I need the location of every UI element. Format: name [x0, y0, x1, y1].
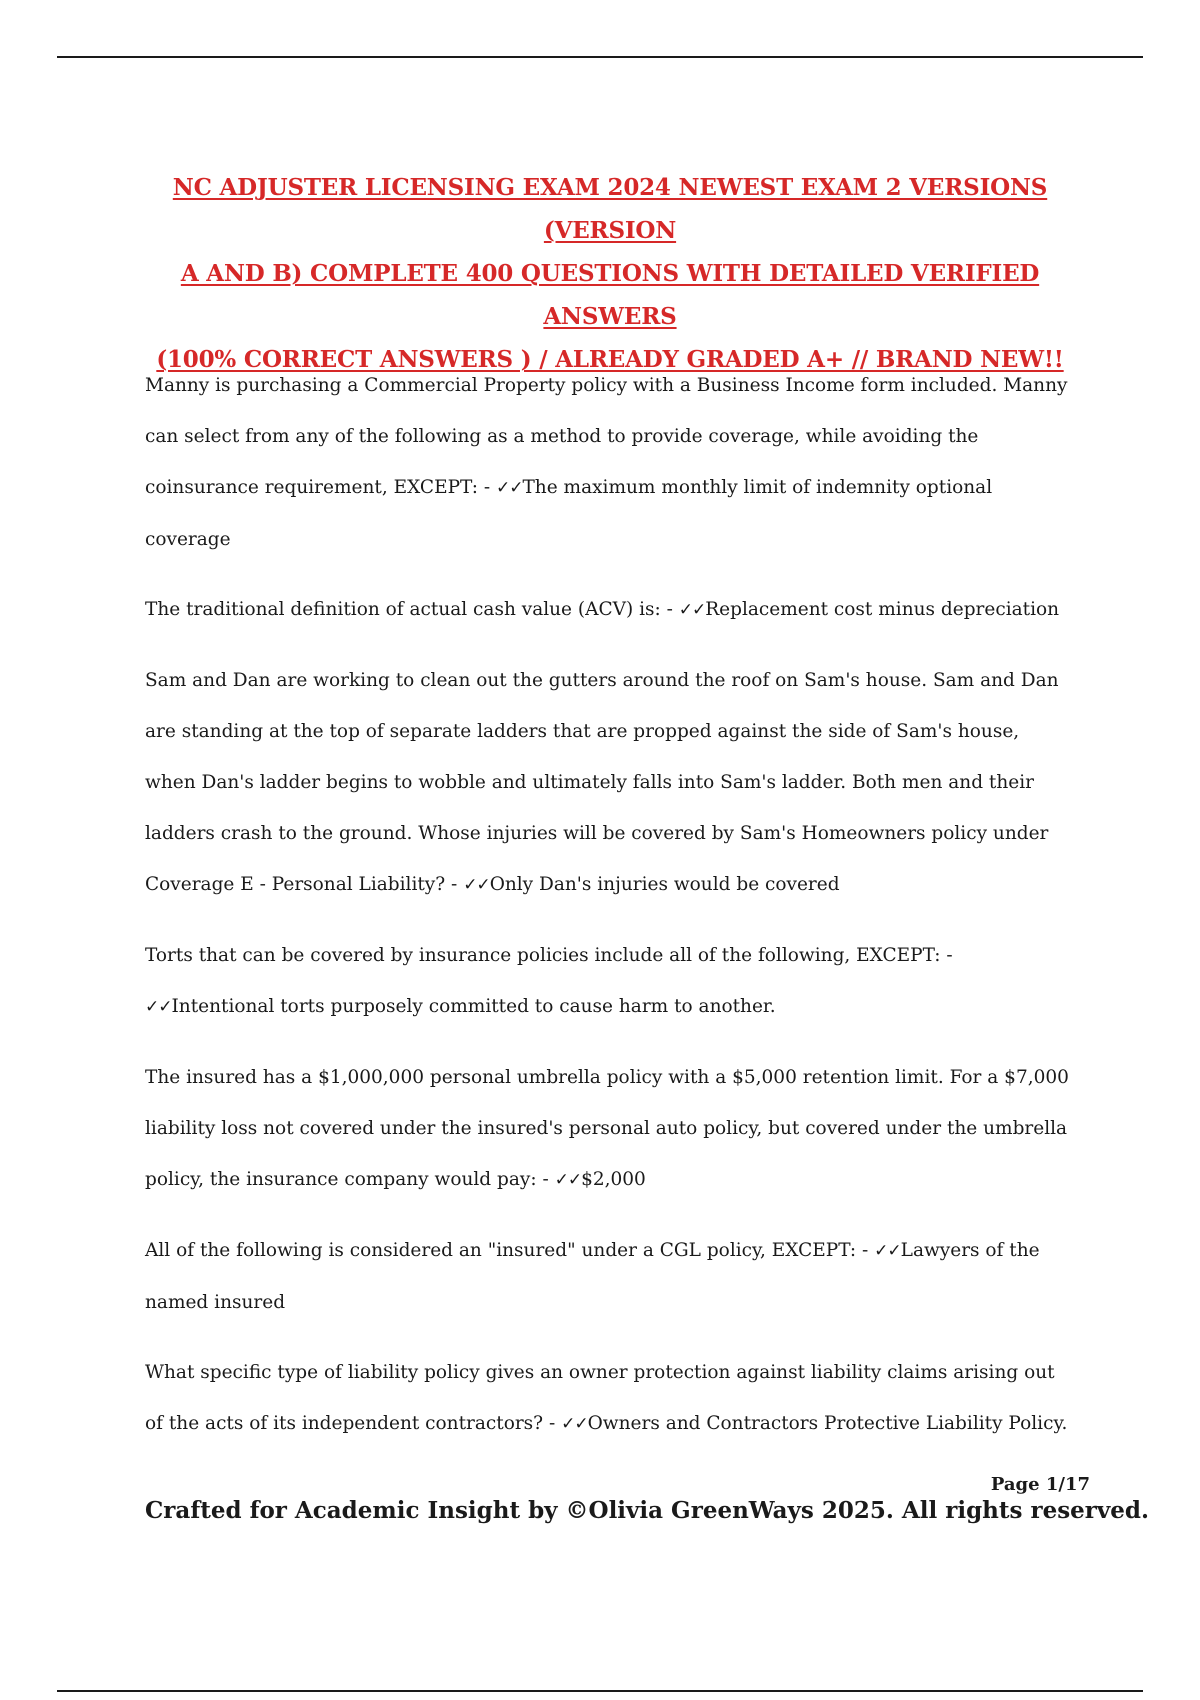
qa-item: [145, 930, 1075, 1033]
title-line-2: A AND B) COMPLETE 400 QUESTIONS WITH DETAILED VERIFIED ANSWERS: [180, 260, 1040, 330]
qa-item: [145, 1225, 1075, 1328]
qa-item: [145, 1052, 1075, 1206]
question-text: Manny is purchasing a Commercial Property policy with a Business Income form included. Manny can select from any of the following as a method to provide coverage, while avoiding the coinsurance requirement, EXCEPT: -: [145, 375, 1068, 498]
checkmark-icon: ✓✓: [145, 997, 172, 1017]
document-title: [140, 166, 1080, 381]
question-text: The insured has a $1,000,000 personal umbrella policy with a $5,000 retention limit. For a $7,000 liability loss not covered under the insured's personal auto policy, but covered under the umbrella policy, the insurance company would pay: -: [145, 1067, 1069, 1190]
title-line-1: NC ADJUSTER LICENSING EXAM 2024 NEWEST EXAM 2 VERSIONS (VERSION: [172, 174, 1048, 244]
checkmark-icon: ✓✓: [561, 1414, 588, 1434]
answer-text: The maximum monthly limit of indemnity optional coverage: [145, 477, 993, 550]
title-line-3: (100% CORRECT ANSWERS ) / ALREADY GRADED A+ // BRAND NEW!!: [156, 346, 1064, 373]
answer-text: Intentional torts purposely committed to cause harm to another.: [171, 996, 776, 1017]
checkmark-icon: ✓✓: [678, 600, 706, 620]
question-text: The traditional definition of actual cash value (ACV) is: -: [145, 599, 679, 620]
footer-credit: Crafted for Academic Insight by ©Olivia GreenWays 2025. All rights reserved.: [145, 1497, 1149, 1524]
qa-item: [145, 655, 1075, 911]
top-divider: [57, 56, 1143, 58]
qa-item: [145, 584, 1075, 636]
answer-text: Owners and Contractors Protective Liability Policy.: [587, 1413, 1068, 1434]
checkmark-icon: ✓✓: [554, 1170, 582, 1190]
answer-text: Only Dan's injuries would be covered: [489, 874, 840, 895]
answer-text: Lawyers of the named insured: [145, 1240, 1040, 1313]
page-number: Page 1/17: [990, 1474, 1090, 1495]
checkmark-icon: ✓✓: [463, 875, 490, 895]
qa-item: [145, 360, 1075, 565]
answer-text: $2,000: [581, 1169, 646, 1190]
qa-list: [145, 360, 1075, 1469]
question-text: All of the following is considered an "insured" under a CGL policy, EXCEPT: -: [145, 1240, 875, 1261]
question-text: Sam and Dan are working to clean out the gutters around the roof on Sam's house. Sam and Dan are standing at the top of separate ladders that are propped against the side of Sam's house, when Dan's ladder begins to wobble and ultimately falls into Sam's ladder. Both men and their ladders crash to the ground. Whose injuries will be covered by Sam's Homeowners policy under Coverage E - Personal Liability? -: [145, 670, 1059, 895]
checkmark-icon: ✓✓: [874, 1241, 901, 1261]
bottom-divider: [57, 1690, 1143, 1692]
qa-item: [145, 1347, 1075, 1450]
checkmark-icon: ✓✓: [495, 478, 523, 498]
question-text: What specific type of liability policy gives an owner protection against liability claims arising out of the acts of its independent contractors? -: [145, 1362, 1055, 1434]
question-text: Torts that can be covered by insurance policies include all of the following, EXCEPT: -: [145, 945, 953, 966]
answer-text: Replacement cost minus depreciation: [705, 599, 1060, 620]
